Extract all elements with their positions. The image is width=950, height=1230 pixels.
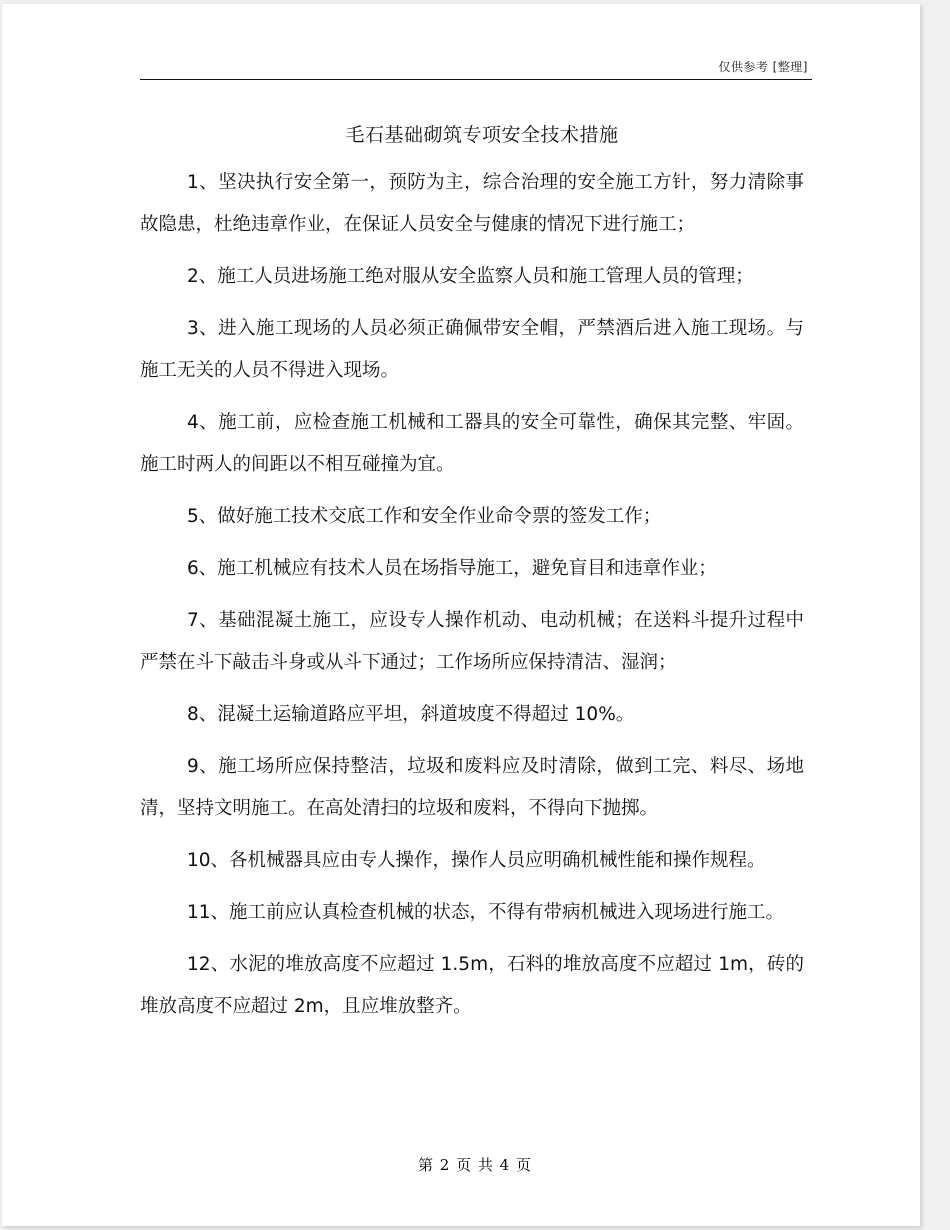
header-divider [140,79,812,80]
paragraph-5: 5、做好施工技术交底工作和安全作业命令票的签发工作； [187,506,662,527]
paragraph-1: 1、坚决执行安全第一，预防为主，综合治理的安全施工方针，努力清除事故隐患，杜绝违章作业，在保证人员安全与健康的情况下进行施工； [140,172,804,235]
document-title: 毛石基础砌筑专项安全技术措施 [345,124,619,146]
paragraph-4: 4、施工前，应检查施工机械和工器具的安全可靠性，确保其完整、牢固。施工时两人的间距以不相互碰撞为宜。 [140,412,804,475]
page-number: 第 2 页 共 4 页 [418,1156,532,1174]
document-body [140,162,804,1038]
header-note: 仅供参考 [整理] [718,60,808,74]
paragraph-10: 10、各机械器具应由专人操作，操作人员应明确机械性能和操作规程。 [187,850,766,871]
paragraph-6: 6、施工机械应有技术人员在场指导施工，避免盲目和违章作业； [187,558,717,579]
paragraph-8: 8、混凝土运输道路应平坦，斜道坡度不得超过 10%。 [187,704,635,725]
document-page [2,4,920,1226]
paragraph-11: 11、施工前应认真检查机械的状态，不得有带病机械进入现场进行施工。 [187,902,785,923]
paragraph-7: 7、基础混凝土施工，应设专人操作机动、电动机械；在送料斗提升过程中严禁在斗下敲击斗身或从斗下通过；工作场所应保持清洁、湿润； [140,610,804,673]
paragraph-12: 12、水泥的堆放高度不应超过 1.5m，石料的堆放高度不应超过 1m，砖的堆放高度不应超过 2m，且应堆放整齐。 [140,954,804,1017]
paragraph-3: 3、进入施工现场的人员必须正确佩带安全帽，严禁酒后进入施工现场。与施工无关的人员不得进入现场。 [140,318,804,381]
paragraph-9: 9、施工场所应保持整洁，垃圾和废料应及时清除，做到工完、料尽、场地清，坚持文明施工。在高处清扫的垃圾和废料，不得向下抛掷。 [140,756,804,819]
paragraph-2: 2、施工人员进场施工绝对服从安全监察人员和施工管理人员的管理； [187,266,754,287]
